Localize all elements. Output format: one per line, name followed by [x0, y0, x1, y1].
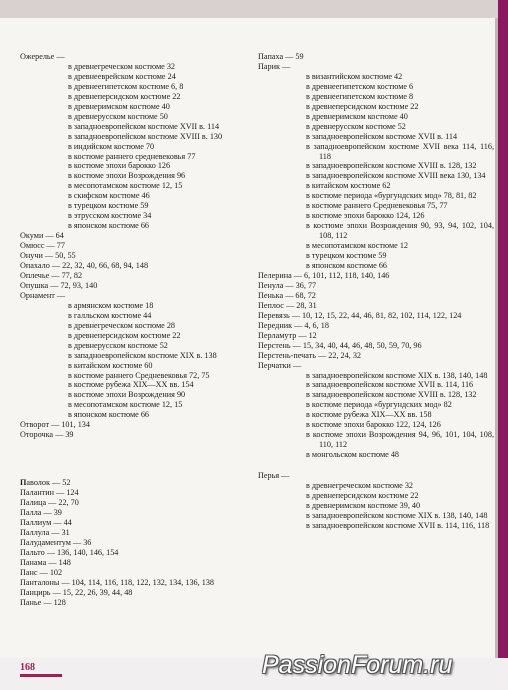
index-subentry: в западноевропейском костюме XVII в. 114: [68, 121, 220, 131]
index-entry: Оплечье — 77, 82: [20, 270, 83, 280]
index-subentry: в западноевропейском костюме XVII в. 114: [306, 131, 458, 141]
index-entry: Панье — 128: [20, 597, 66, 607]
index-subentry: в западноевропейском костюме XIX в. 138: [68, 350, 217, 360]
index-subentry: в галльском костюме 44: [68, 310, 152, 320]
index-subentry: в японском костюме 66: [306, 261, 388, 271]
index-entry: Панцирь — 15, 22, 26, 39, 44, 48: [20, 587, 133, 597]
index-subentry: в костюме периода «бургундских мод» 82: [306, 400, 452, 410]
index-subentry: в китайском костюме 60: [68, 360, 153, 370]
index-subentry: в монгольском костюме 48: [306, 450, 400, 460]
index-subentry: в западноевропейском костюме XVII в. 114, 116: [306, 380, 474, 390]
letter-initial: П: [20, 478, 27, 488]
index-subentry: в костюме эпохи Возрождения 96: [68, 171, 186, 181]
index-entry: Паллиум — 44: [20, 517, 72, 527]
index-entry: Перламутр — 12: [258, 330, 317, 340]
top-border: [0, 0, 508, 18]
index-entry: Перевязь — 10, 12, 15, 22, 44, 46, 81, 82, 102, 114, 122, 124: [258, 310, 462, 320]
left-column: [20, 52, 252, 608]
index-subentry: в индийском костюме 70: [68, 141, 155, 151]
index-subentry: в армянском костюме 18: [68, 300, 154, 310]
index-subentry: в византийском костюме 42: [306, 71, 403, 81]
left-entries-group1: [20, 52, 252, 440]
index-entry: Пальто — 136, 140, 146, 154: [20, 547, 119, 557]
index-subentry: в костюме эпохи барокко 126: [68, 161, 171, 171]
index-entry: Омюсс — 77: [20, 241, 65, 251]
watermark-logo: PassionForum.ru: [262, 651, 453, 679]
index-subentry: в турецком костюме 59: [68, 201, 149, 211]
index-entry: Пенька — 68, 72: [258, 290, 316, 300]
index-entry: Палудаментум — 36: [20, 537, 92, 547]
index-entry: Перстень — 15, 34, 40, 44, 46, 48, 50, 59, 70, 96: [258, 340, 422, 350]
index-subentry: в западноевропейском костюме XIX в. 138, 140, 148: [306, 510, 488, 520]
index-entry: [20, 478, 252, 488]
index-subentry: в древнеперсидском костюме 22: [68, 91, 181, 101]
index-subentry: в древнегреческом костюме 32: [68, 61, 176, 71]
index-subentry: в костюме раннего Средневековья 72, 75: [68, 370, 210, 380]
index-entry: Орнамент —: [20, 290, 66, 300]
index-subentry: в древнерусском костюме 52: [306, 121, 406, 131]
index-subentry: в костюме раннего Средневековья 75, 77: [306, 201, 448, 211]
index-subentry: в западноевропейском костюме XVII в. 114, 116, 118: [306, 520, 490, 530]
index-entry: Передник — 4, 6, 18: [258, 320, 329, 330]
index-subentry: в костюме эпохи Возрождения 94, 96, 101, 104, 108, 110, 112: [306, 430, 494, 450]
index-subentry: в древнеримском костюме 39, 40: [306, 500, 421, 510]
index-subentry: в месопотамском костюме 12, 15: [68, 400, 183, 410]
index-entry: Пелерина — 6, 101, 112, 118, 140, 146: [258, 270, 390, 280]
left-entries-group2: [20, 488, 252, 607]
index-entry: Панама — 148: [20, 557, 71, 567]
right-entries-group1: [258, 52, 494, 460]
index-entry: Палла — 39: [20, 508, 62, 518]
index-subentry: в костюме раннего средневековья 77: [68, 151, 196, 161]
index-subentry: в древнееврейском костюме 24: [68, 71, 176, 81]
index-subentry: в древнеегипетском костюме 6, 8: [68, 81, 184, 91]
index-subentry: в западноевропейском костюме XVIII в. 130: [68, 131, 223, 141]
index-entry: Отворот — 101, 134: [20, 420, 90, 430]
right-entries-group2: [258, 471, 494, 531]
index-subentry: в костюме рубежа XIX—XX вв. 158: [306, 410, 432, 420]
index-entry: Перья —: [258, 471, 290, 481]
right-column: [258, 52, 494, 531]
index-subentry: в древнеримском костюме 40: [68, 101, 170, 111]
index-subentry: в костюме эпохи Возрождения 90, 93, 94, 102, 104, 108, 112: [306, 221, 494, 241]
index-subentry: в скифском костюме 46: [68, 191, 150, 201]
index-entry: Пенула — 36, 77: [258, 280, 317, 290]
index-subentry: в древнегреческом костюме 28: [68, 320, 176, 330]
page-number: 168: [20, 662, 35, 673]
right-page-edge: [498, 0, 508, 690]
page-number-underline: [20, 674, 62, 677]
index-entry-text: аволок — 52: [26, 478, 71, 488]
index-subentry: в этрусском костюме 34: [68, 211, 152, 221]
index-subentry: в китайском костюме 62: [306, 181, 391, 191]
index-subentry: в западноевропейском костюме XVIII века 130, 134: [306, 171, 486, 181]
index-subentry: в древнеегипетском костюме 6: [306, 81, 414, 91]
index-entry: Панс — 102: [20, 567, 63, 577]
index-subentry: в костюме эпохи барокко 124, 126: [306, 211, 425, 221]
index-subentry: в древнерусском костюме 50: [68, 111, 168, 121]
index-subentry: в костюме эпохи барокко 122, 124, 126: [306, 420, 441, 430]
index-subentry: в костюме рубежа XIX—XX вв. 154: [68, 380, 194, 390]
index-entry: Палица — 22, 70: [20, 498, 79, 508]
entry-gap: [258, 460, 494, 471]
index-subentry: в месопотамском костюме 12, 15: [68, 181, 183, 191]
index-subentry: в древнеперсидском костюме 22: [306, 490, 419, 500]
index-entry: Палантин — 124: [20, 488, 79, 498]
index-entry: Парик —: [258, 61, 291, 71]
index-entry: Онучи — 50, 55: [20, 251, 76, 261]
index-subentry: в древнеперсидском костюме 22: [68, 330, 181, 340]
index-subentry: в костюме эпохи Возрождения 90: [68, 390, 186, 400]
index-entry: Опахало — 22, 32, 40, 66, 68, 94, 148: [20, 261, 149, 271]
index-subentry: в западноевропейском костюме XIX в. 138, 140, 148: [306, 370, 488, 380]
index-subentry: в древнерусском костюме 52: [68, 340, 168, 350]
index-subentry: в западноевропейском костюме XVIII в. 128, 132: [306, 161, 477, 171]
index-subentry: в месопотамском костюме 12: [306, 241, 409, 251]
index-entry: Паллула — 31: [20, 527, 70, 537]
index-subentry: в западноевропейском костюме XVII века 114, 116, 118: [306, 141, 494, 161]
index-entry: Панталоны — 104, 114, 116, 118, 122, 132, 134, 136, 138: [20, 577, 215, 587]
index-entry: Оторочка — 39: [20, 430, 74, 440]
index-subentry: в японском костюме 66: [68, 410, 150, 420]
index-subentry: в японском костюме 66: [68, 221, 150, 231]
index-subentry: в турецком костюме 59: [306, 251, 387, 261]
index-entry: Пеплос — 28, 31: [258, 300, 317, 310]
index-entry: Перстень-печать — 22, 24, 32: [258, 350, 362, 360]
index-subentry: в древнеегипетском костюме 8: [306, 91, 414, 101]
index-entry: Папаха — 59: [258, 52, 304, 61]
letter-gap: [20, 440, 252, 478]
index-subentry: в костюме периода «бургундских мод» 78, 81, 82: [306, 191, 477, 201]
index-entry: Перчатки —: [258, 360, 302, 370]
index-subentry: в западноевропейском костюме XVIII в. 128, 132: [306, 390, 477, 400]
index-subentry: в древнегреческом костюме 32: [306, 481, 414, 491]
index-entry: Окуми — 64: [20, 231, 64, 241]
index-entry: Ожерелье —: [20, 52, 65, 61]
index-entry: Опушка — 72, 93, 140: [20, 280, 98, 290]
index-subentry: в древнеперсидском костюме 22: [306, 101, 419, 111]
index-subentry: в древнеримском костюме 40: [306, 111, 408, 121]
